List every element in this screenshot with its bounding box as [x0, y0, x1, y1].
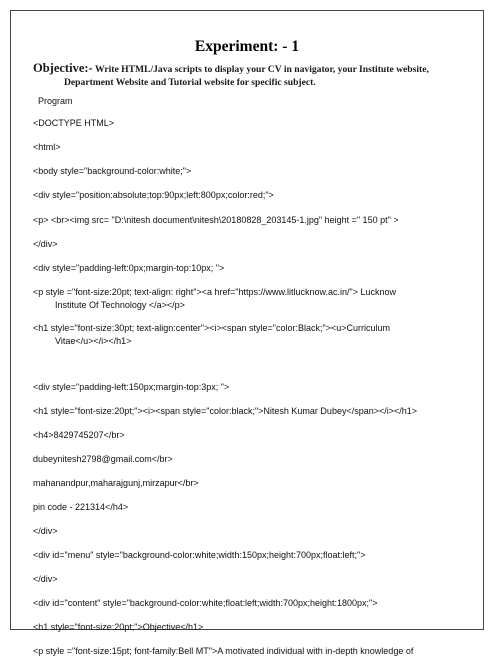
code-line: <h4>8429745207</br> — [33, 430, 125, 440]
code-line: dubeynitesh2798@gmail.com</br> — [33, 454, 173, 464]
code-line-part: <p style ="font-size:20pt; text-align: right"><a href="https://www.litlucknow.ac.in/"> Lucknow — [33, 287, 396, 297]
code-line: <h1 style="font-size:20pt;"><i><span style="color:black;">Nitesh Kumar Dubey</span></i></h1> — [33, 406, 418, 416]
code-line: <DOCTYPE HTML> — [33, 118, 115, 128]
code-line: <div style="position:absolute;top:90px;left:800px;color:red;"> — [33, 190, 274, 200]
objective-paragraph — [33, 62, 473, 89]
code-line: </div> — [33, 526, 58, 536]
code-line: <div style="padding-left:150px;margin-top:3px; "> — [33, 382, 230, 392]
code-line — [33, 286, 473, 312]
document-page — [10, 10, 484, 656]
code-line: <html> — [33, 142, 61, 152]
page-title: Experiment: - 1 — [194, 38, 300, 55]
code-line: pin code - 221314</h4> — [33, 502, 129, 512]
code-line — [33, 322, 473, 348]
code-line: <p> <br><img src= "D:\nitesh document\nitesh\20180828_203145-1.jpg" height =" 150 pt" > — [33, 215, 399, 225]
code-line-continuation: Institute Of Technology </a></p> — [55, 300, 185, 310]
code-line: </div> — [33, 574, 58, 584]
objective-text-line-2: Department Website and Tutorial website for specific subject. — [64, 77, 316, 88]
code-line: <p style ="font-size:15pt; font-family:Bell MT">A motivated individual with in-depth knowledge of — [33, 646, 414, 656]
code-line-continuation: Vitae</u></i></h1> — [55, 336, 132, 346]
code-line: mahanandpur,maharajgunj,mirzapur</br> — [33, 478, 199, 488]
objective-text-line-1: Write HTML/Java scripts to display your CV in navigator, your Institute website, — [94, 64, 429, 75]
objective-label: Objective:- — [33, 61, 93, 75]
code-line: </div> — [33, 239, 58, 249]
code-line: <h1 style="font-size:20pt;">Objective</h1> — [33, 622, 204, 632]
code-line: <div style="padding-left:0px;margin-top:10px; "> — [33, 263, 225, 273]
code-line: <div id="content" style="background-color:white;float:left;width:700px;height:1800px;"> — [33, 598, 378, 608]
program-label: Program — [38, 96, 73, 106]
code-line-part: <h1 style="font-size:30pt; text-align:center"><i><span style="color:Black;"><u>Curriculum — [33, 323, 390, 333]
code-line: <body style="background-color:white;"> — [33, 166, 192, 176]
code-line: <div id="menu" style="background-color:white;width:150px;height:700px;float:left;"> — [33, 550, 366, 560]
